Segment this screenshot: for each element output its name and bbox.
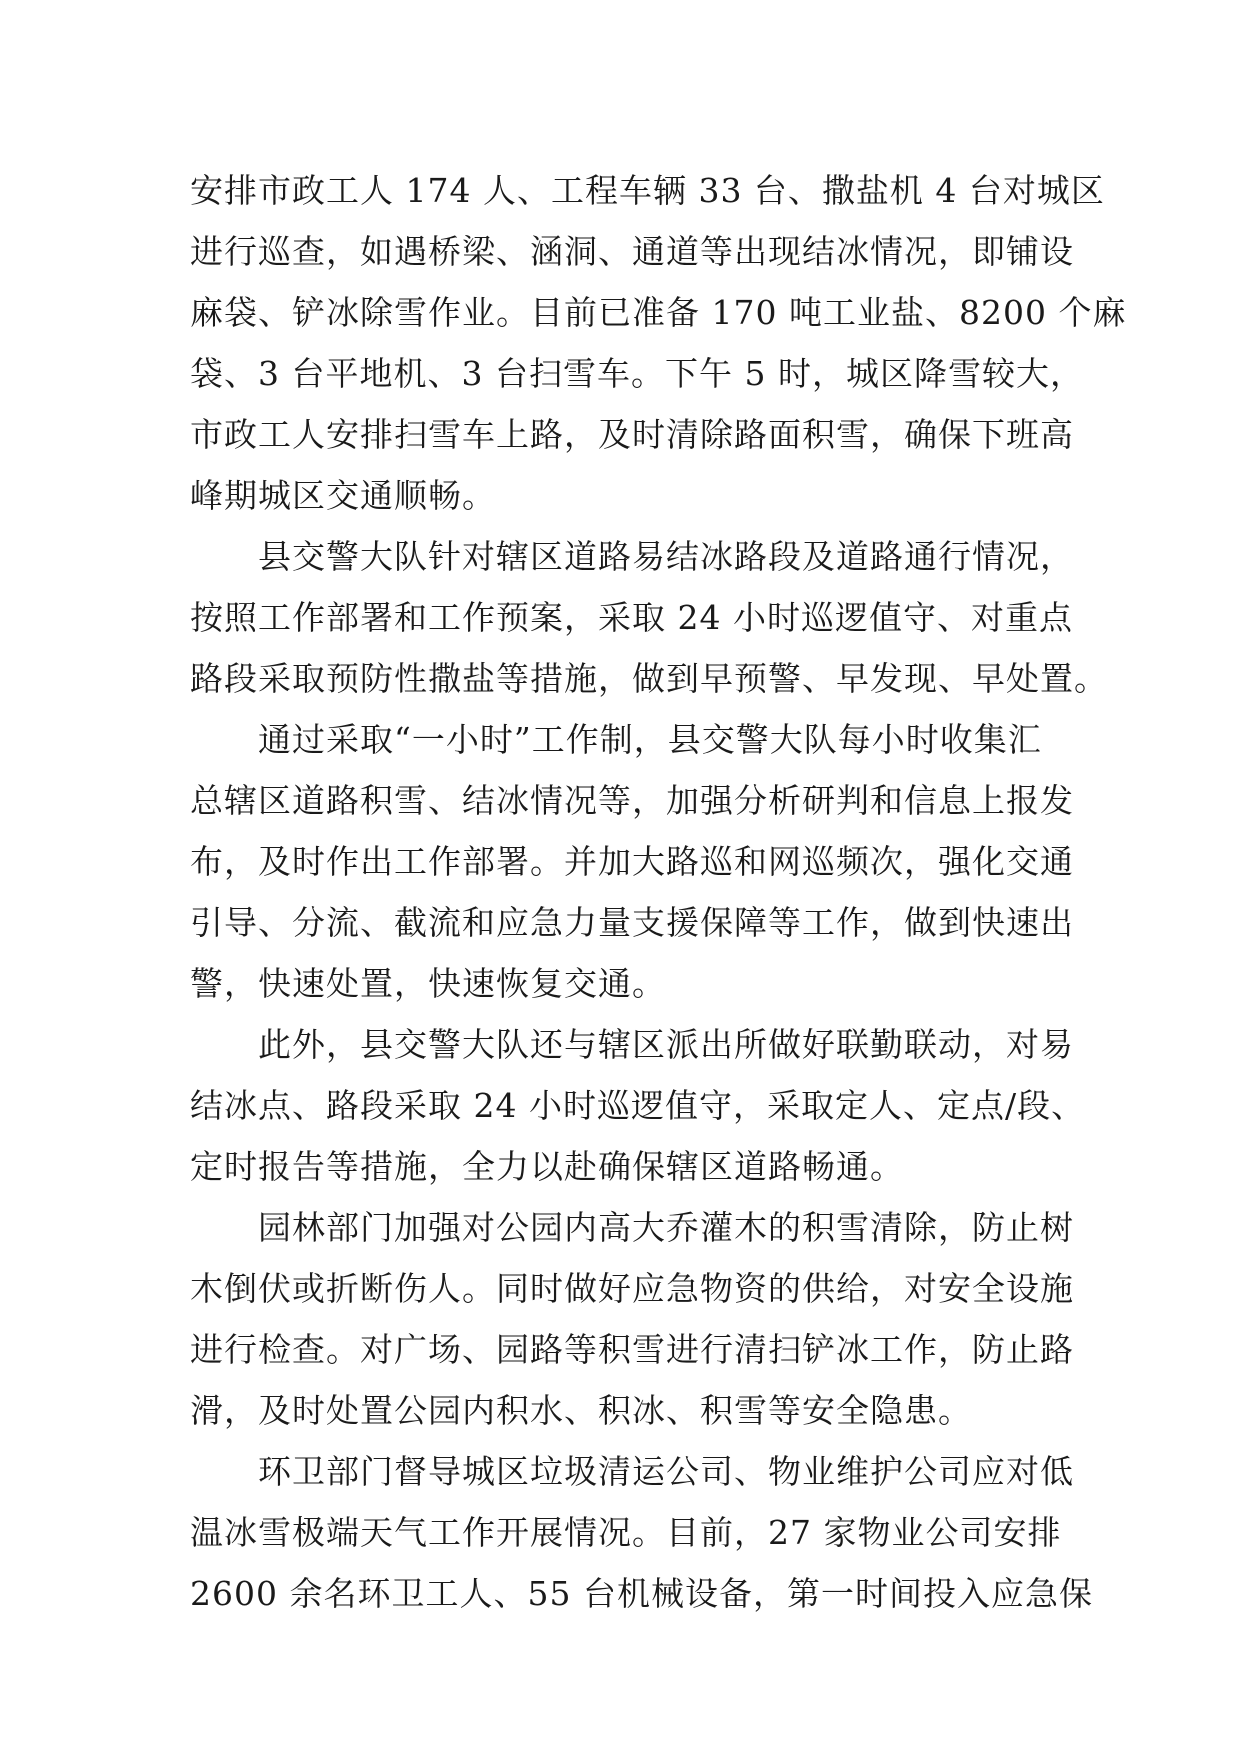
text-line: 袋、3 台平地机、3 台扫雪车。下午 5 时，城区降雪较大， bbox=[190, 354, 1084, 393]
text-line: 峰期城区交通顺畅。 bbox=[190, 476, 496, 515]
text-line: 市政工人安排扫雪车上路，及时清除路面积雪，确保下班高 bbox=[190, 415, 1074, 454]
text-line: 结冰点、路段采取 24 小时巡逻值守，采取定人、定点/段、 bbox=[190, 1086, 1086, 1125]
text-line: 麻袋、铲冰除雪作业。目前已准备 170 吨工业盐、8200 个麻 bbox=[190, 293, 1127, 332]
text-line: 滑，及时处置公园内积水、积冰、积雪等安全隐患。 bbox=[190, 1391, 972, 1430]
text-line: 进行巡查，如遇桥梁、涵洞、通道等出现结冰情况，即铺设 bbox=[190, 232, 1074, 271]
text-line: 环卫部门督导城区垃圾清运公司、物业维护公司应对低 bbox=[190, 1452, 1074, 1491]
text-line: 定时报告等措施，全力以赴确保辖区道路畅通。 bbox=[190, 1147, 904, 1186]
text-line: 进行检查。对广场、园路等积雪进行清扫铲冰工作，防止路 bbox=[190, 1330, 1074, 1369]
text-line: 按照工作部署和工作预案，采取 24 小时巡逻值守、对重点 bbox=[190, 598, 1073, 637]
text-line: 安排市政工人 174 人、工程车辆 33 台、撒盐机 4 台对城区 bbox=[190, 171, 1105, 210]
text-line: 路段采取预防性撒盐等措施，做到早预警、早发现、早处置。 bbox=[190, 659, 1108, 698]
body-text bbox=[190, 160, 1127, 1624]
text-line: 2600 余名环卫工人、55 台机械设备，第一时间投入应急保 bbox=[190, 1574, 1093, 1613]
text-line: 布，及时作出工作部署。并加大路巡和网巡频次，强化交通 bbox=[190, 842, 1074, 881]
text-line: 县交警大队针对辖区道路易结冰路段及道路通行情况， bbox=[190, 537, 1074, 576]
text-line: 警，快速处置，快速恢复交通。 bbox=[190, 964, 666, 1003]
text-line: 木倒伏或折断伤人。同时做好应急物资的供给，对安全设施 bbox=[190, 1269, 1074, 1308]
text-line: 园林部门加强对公园内高大乔灌木的积雪清除，防止树 bbox=[190, 1208, 1074, 1247]
text-line: 通过采取“一小时”工作制，县交警大队每小时收集汇 bbox=[190, 720, 1042, 759]
text-line: 引导、分流、截流和应急力量支援保障等工作，做到快速出 bbox=[190, 903, 1074, 942]
text-line: 总辖区道路积雪、结冰情况等，加强分析研判和信息上报发 bbox=[190, 781, 1074, 820]
text-line: 此外，县交警大队还与辖区派出所做好联勤联动，对易 bbox=[190, 1025, 1074, 1064]
text-line: 温冰雪极端天气工作开展情况。目前，27 家物业公司安排 bbox=[190, 1513, 1062, 1552]
